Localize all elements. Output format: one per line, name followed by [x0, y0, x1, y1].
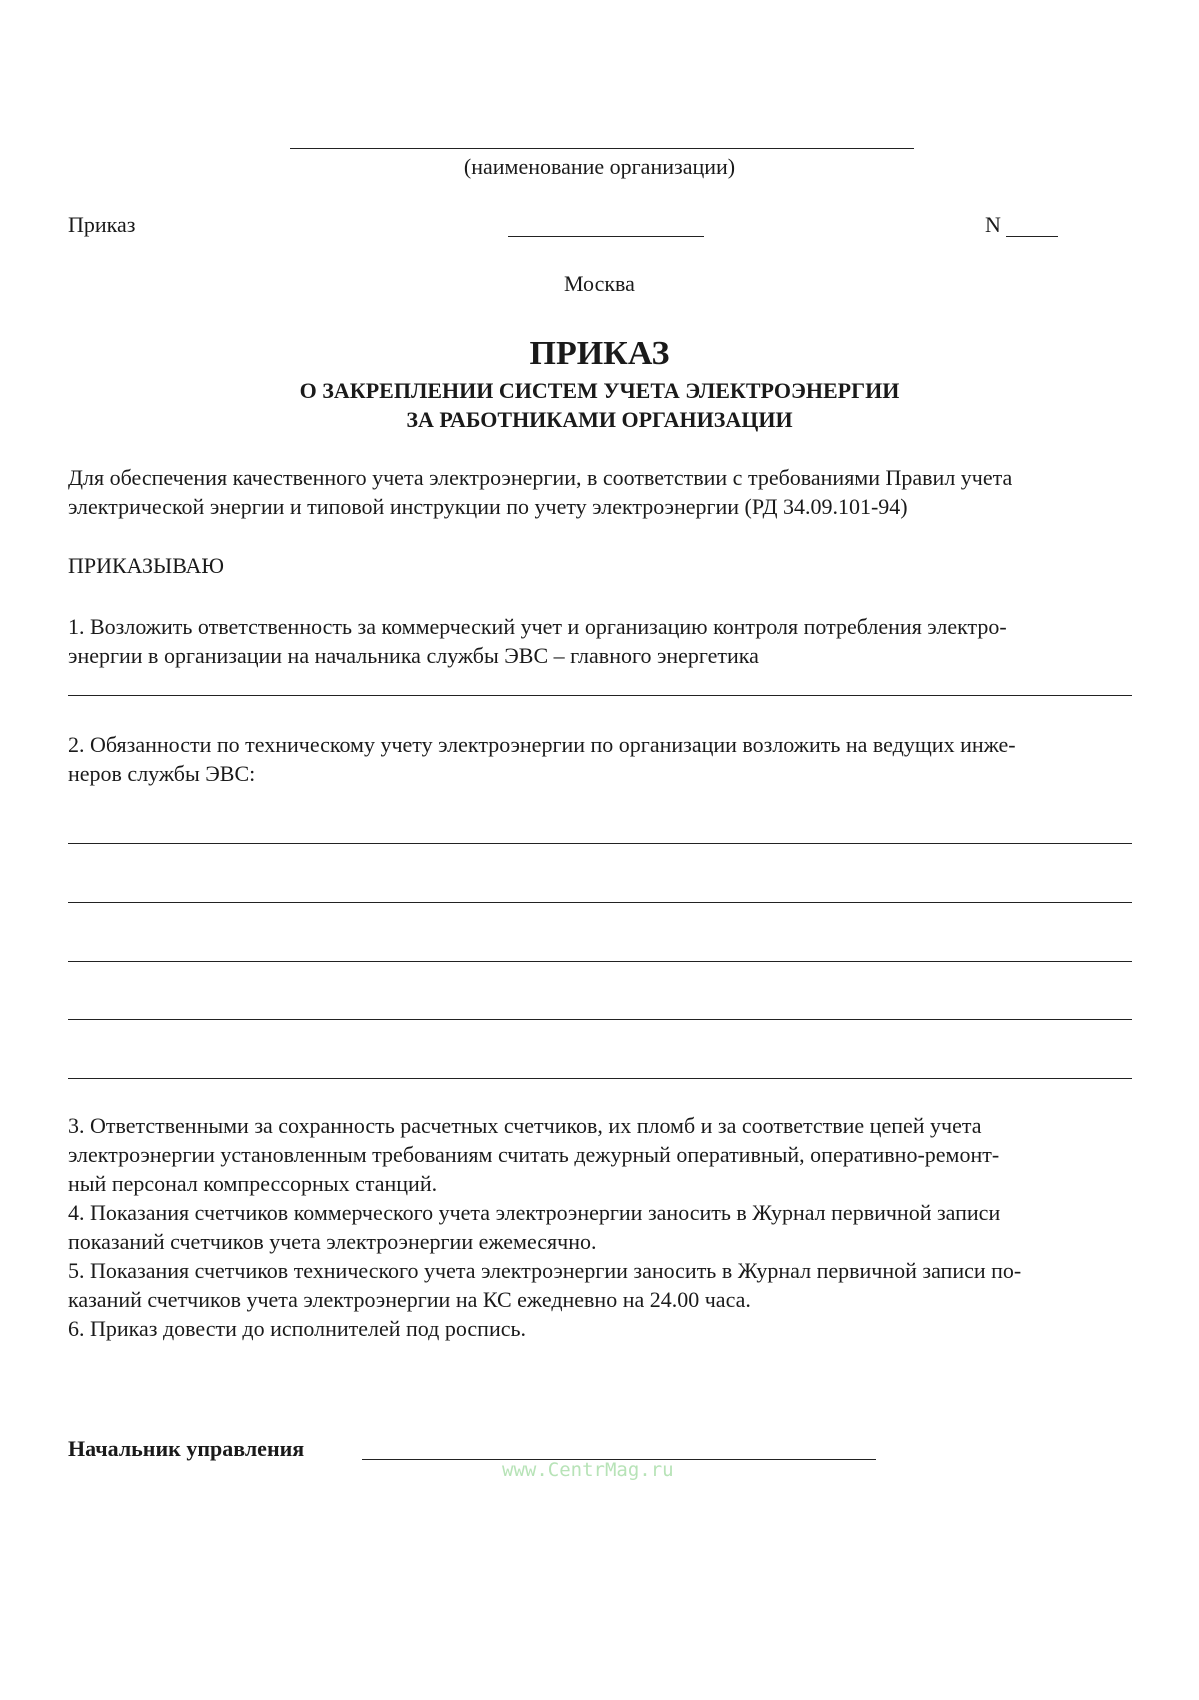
- item-3-line: электроэнергии установленным требованиям считать дежурный оперативный, оперативно-ремонт-: [68, 1142, 1000, 1167]
- signature-position: Начальник управления: [68, 1436, 305, 1461]
- org-name-caption: (наименование организации): [463, 154, 736, 179]
- order-number-label: N: [985, 212, 1001, 237]
- item-2-fill-line: [68, 1078, 1132, 1079]
- item-4-line: 4. Показания счетчиков коммерческого учета электроэнергии заносить в Журнал первичной записи: [68, 1200, 1001, 1225]
- item-2-fill-line: [68, 961, 1132, 962]
- item-3-line: 3. Ответственными за сохранность расчетных счетчиков, их пломб и за соответствие цепей учета: [68, 1113, 982, 1138]
- org-name-line: [290, 148, 914, 149]
- item-4-line: показаний счетчиков учета электроэнергии ежемесячно.: [68, 1229, 597, 1254]
- item-1-fill-line: [68, 695, 1132, 696]
- document-subtitle-line2: ЗА РАБОТНИКАМИ ОРГАНИЗАЦИИ: [406, 407, 793, 432]
- items-3-6: [68, 1111, 1138, 1343]
- item-2: [68, 730, 1138, 788]
- order-word: ПРИКАЗЫВАЮ: [68, 553, 225, 578]
- order-date-line: [508, 236, 704, 237]
- item-5-line: казаний счетчиков учета электроэнергии на КС ежедневно на 24.00 часа.: [68, 1287, 751, 1312]
- order-label: Приказ: [68, 212, 136, 237]
- item-1-line: энергии в организации на начальника службы ЭВС – главного энергетика: [68, 643, 759, 668]
- document-subtitle-line1: О ЗАКРЕПЛЕНИИ СИСТЕМ УЧЕТА ЭЛЕКТРОЭНЕРГИИ: [299, 378, 900, 403]
- item-2-line: неров службы ЭВС:: [68, 761, 256, 786]
- item-2-fill-line: [68, 1019, 1132, 1020]
- document-title: ПРИКАЗ: [529, 335, 670, 372]
- item-1-line: 1. Возложить ответственность за коммерческий учет и организацию контроля потребления электро-: [68, 614, 1007, 639]
- city: Москва: [564, 271, 635, 296]
- item-2-fill-line: [68, 902, 1132, 903]
- intro-paragraph: [68, 463, 1138, 521]
- order-number-line: [1006, 236, 1058, 237]
- item-2-fill-line: [68, 843, 1132, 844]
- watermark: www.CentrMag.ru: [502, 1459, 674, 1481]
- item-5-line: 5. Показания счетчиков технического учета электроэнергии заносить в Журнал первичной записи по-: [68, 1258, 1022, 1283]
- item-6-line: 6. Приказ довести до исполнителей под роспись.: [68, 1316, 527, 1341]
- intro-line: электрической энергии и типовой инструкции по учету электроэнергии (РД 34.09.101-94): [68, 494, 908, 519]
- intro-line: Для обеспечения качественного учета электроэнергии, в соответствии с требованиями Правил учета: [68, 465, 1013, 490]
- item-1: [68, 612, 1138, 670]
- item-3-line: ный персонал компрессорных станций.: [68, 1171, 438, 1196]
- item-2-line: 2. Обязанности по техническому учету электроэнергии по организации возложить на ведущих инже-: [68, 732, 1016, 757]
